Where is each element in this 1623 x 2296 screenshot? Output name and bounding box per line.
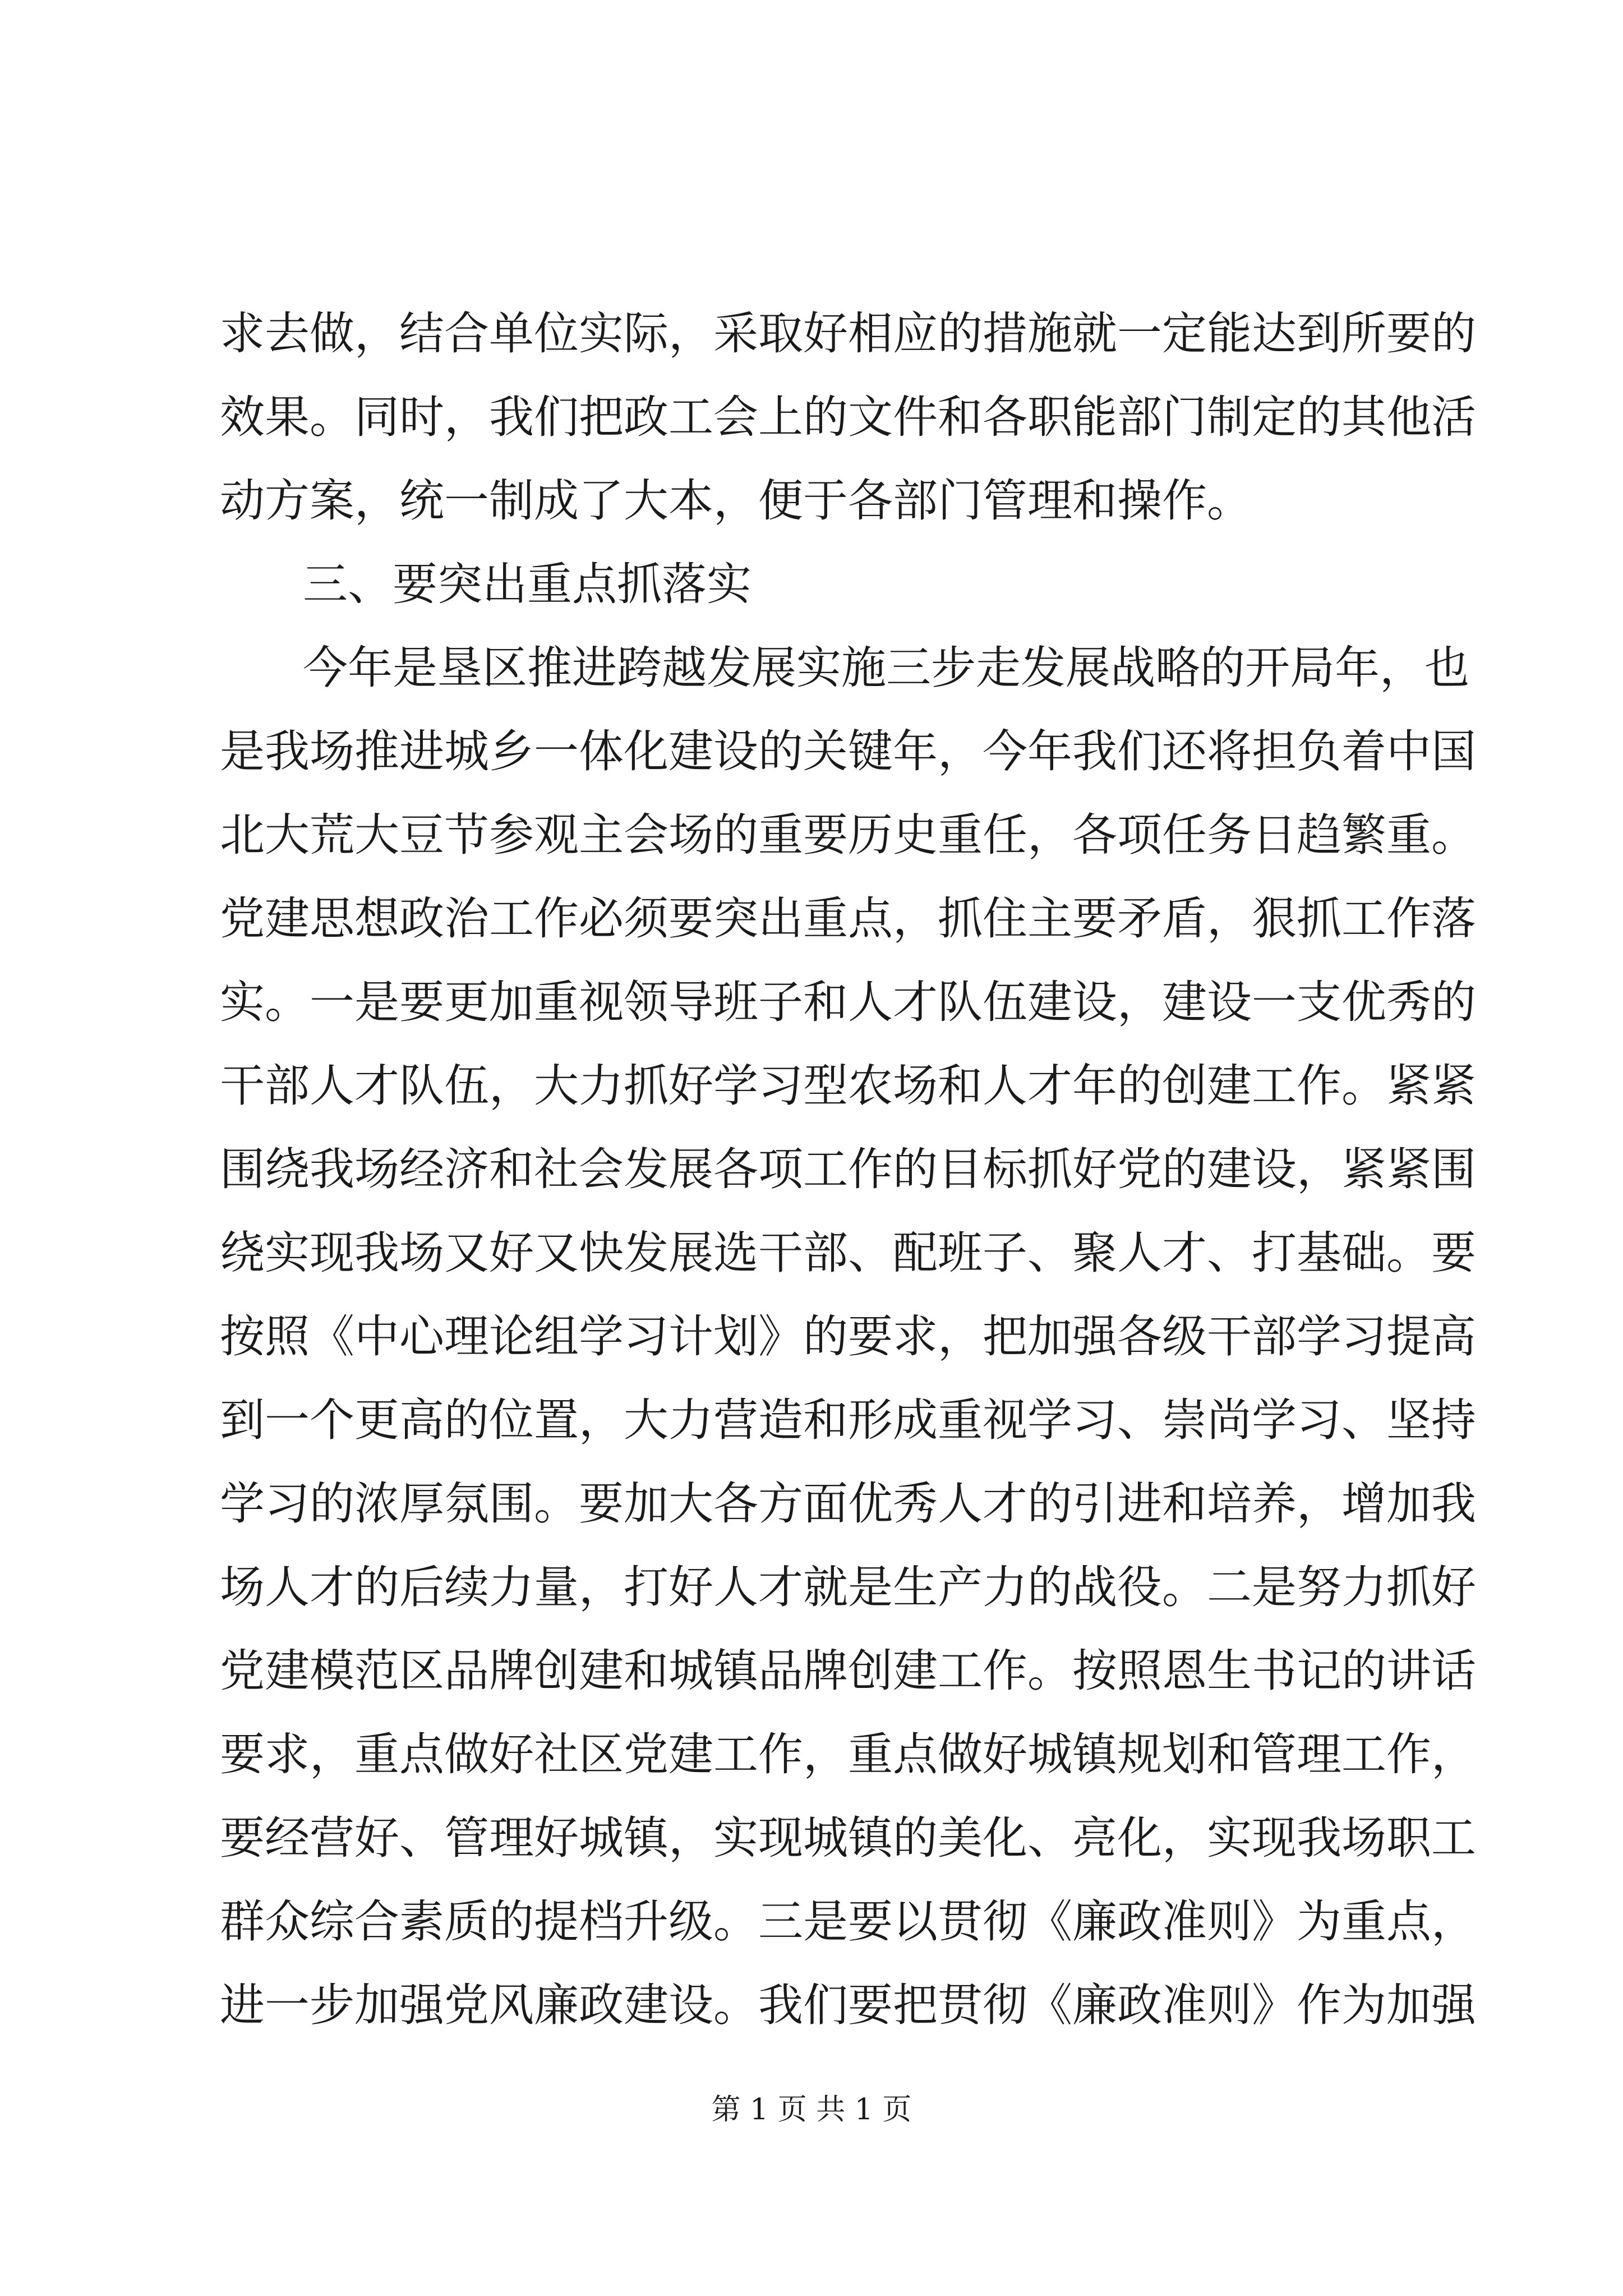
- text-line: 干部人才队伍，大力抓好学习型农场和人才年的创建工作。紧紧: [220, 1060, 1476, 1112]
- text-line: 今年是垦区推进跨越发展实施三步走发展战略的开局年，也: [303, 642, 1469, 694]
- text-line: 党建思想政治工作必须要突出重点，抓住主要矛盾，狠抓工作落: [220, 892, 1476, 945]
- page-footer: 第 1 页 共 1 页: [711, 2093, 912, 2127]
- text-line: 实。一是要更加重视领导班子和人才队伍建设，建设一支优秀的: [220, 976, 1476, 1028]
- section-heading: 三、要突出重点抓落实: [303, 558, 751, 610]
- text-line: 要经营好、管理好城镇，实现城镇的美化、亮化，实现我场职工: [220, 1812, 1476, 1864]
- text-line: 要求，重点做好社区党建工作，重点做好城镇规划和管理工作，: [220, 1728, 1476, 1780]
- text-line: 求去做，结合单位实际，采取好相应的措施就一定能达到所要的: [220, 307, 1476, 360]
- text-line: 北大荒大豆节参观主会场的重要历史重任，各项任务日趋繁重。: [220, 809, 1476, 861]
- text-line: 群众综合素质的提档升级。三是要以贯彻《廉政准则》为重点，: [220, 1895, 1476, 1948]
- text-line: 围绕我场经济和社会发展各项工作的目标抓好党的建设，紧紧围: [220, 1143, 1476, 1195]
- document-body: [220, 292, 1476, 2047]
- text-line: 按照《中心理论组学习计划》的要求，把加强各级干部学习提高: [220, 1310, 1476, 1363]
- text-line: 到一个更高的位置，大力营造和形成重视学习、崇尚学习、坚持: [220, 1394, 1476, 1446]
- text-line: 场人才的后续力量，打好人才就是生产力的战役。二是努力抓好: [220, 1561, 1476, 1613]
- text-line: 党建模范区品牌创建和城镇品牌创建工作。按照恩生书记的讲话: [220, 1645, 1476, 1697]
- text-line: 绕实现我场又好又快发展选干部、配班子、聚人才、打基础。要: [220, 1227, 1476, 1279]
- text-line: 进一步加强党风廉政建设。我们要把贯彻《廉政准则》作为加强: [220, 1979, 1476, 2031]
- text-line: 学习的浓厚氛围。要加大各方面优秀人才的引进和培养，增加我: [220, 1478, 1476, 1530]
- text-line: 效果。同时，我们把政工会上的文件和各职能部门制定的其他活: [220, 391, 1476, 443]
- text-line: 动方案，统一制成了大本，便于各部门管理和操作。: [220, 475, 1252, 527]
- text-line: 是我场推进城乡一体化建设的关键年，今年我们还将担负着中国: [220, 725, 1476, 777]
